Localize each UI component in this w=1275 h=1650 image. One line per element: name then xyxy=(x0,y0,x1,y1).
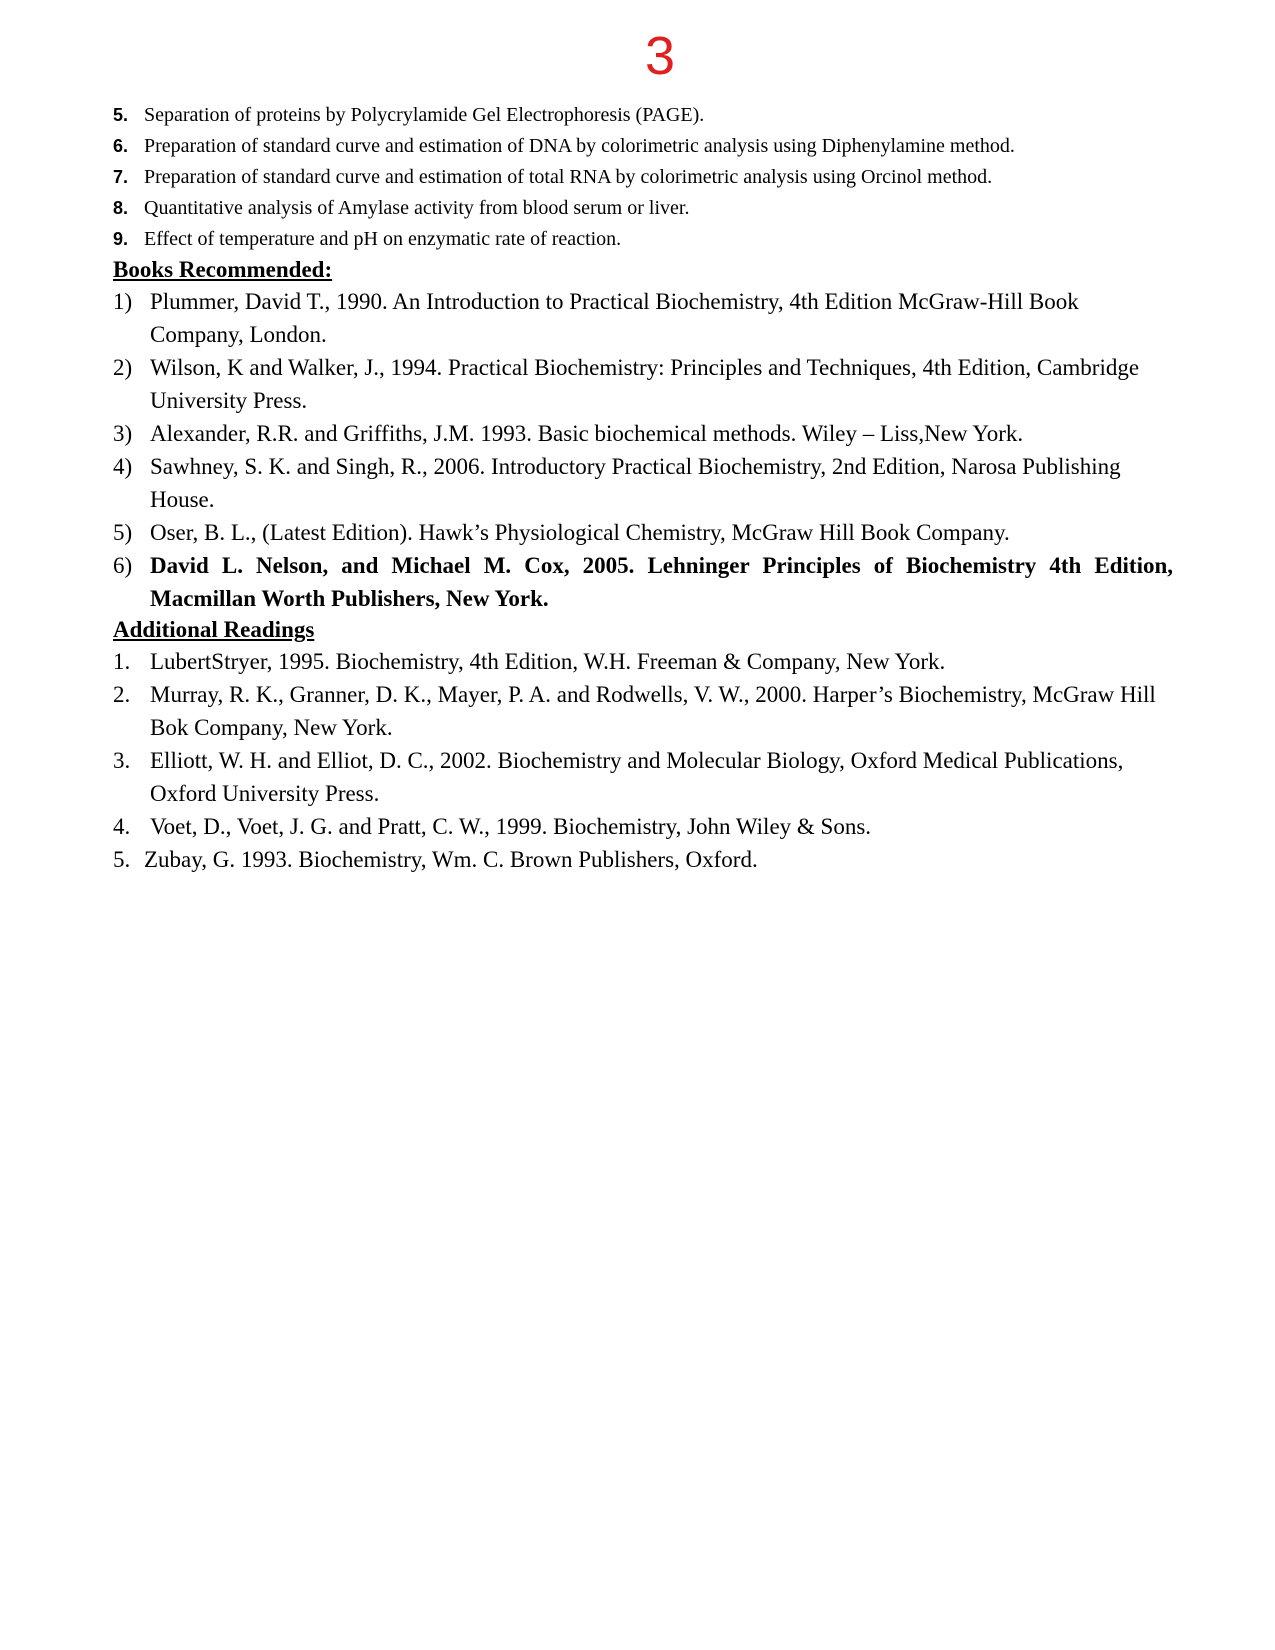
practicals-list xyxy=(113,100,1173,255)
list-item-text: Separation of proteins by Polycrylamide Gel Electrophoresis (PAGE). xyxy=(144,104,705,126)
reading-item-text: Elliott, W. H. and Elliot, D. C., 2002. Biochemistry and Molecular Biology, Oxford Medical Publications, Oxford University Press. xyxy=(150,748,1124,806)
reading-item-number: 3. xyxy=(113,748,131,773)
book-item-number: 2) xyxy=(113,355,133,380)
list-item-number: 8. xyxy=(113,198,129,218)
reading-item-text: Murray, R. K., Granner, D. K., Mayer, P. A. and Rodwells, V. W., 2000. Harper’s Biochemistry, McGraw Hill Bok Company, New York. xyxy=(150,682,1156,740)
reading-item-number: 4. xyxy=(113,814,131,839)
book-item xyxy=(113,516,1173,549)
list-item xyxy=(113,131,1173,162)
reading-item xyxy=(113,810,1173,843)
list-item xyxy=(113,100,1173,131)
books-recommended-heading: Books Recommended: xyxy=(113,257,333,282)
reading-item xyxy=(113,678,1173,744)
reading-item xyxy=(113,843,1173,876)
additional-readings-heading: Additional Readings xyxy=(113,617,315,642)
books-list xyxy=(113,285,1173,615)
list-item xyxy=(113,224,1173,255)
book-item-number: 1) xyxy=(113,289,133,314)
book-item-number: 6) xyxy=(113,553,133,578)
book-item-text: Wilson, K and Walker, J., 1994. Practical Biochemistry: Principles and Techniques, 4th Edition, Cambridge University Press. xyxy=(150,355,1140,413)
list-item-number: 6. xyxy=(113,136,129,156)
book-item xyxy=(113,351,1173,417)
reading-item xyxy=(113,645,1173,678)
reading-item-text: LubertStryer, 1995. Biochemistry, 4th Edition, W.H. Freeman & Company, New York. xyxy=(150,649,946,674)
book-item-number: 3) xyxy=(113,421,133,446)
additional-readings-list xyxy=(113,645,1173,876)
book-item xyxy=(113,450,1173,516)
book-item xyxy=(113,549,1173,615)
book-item-text: Plummer, David T., 1990. An Introduction to Practical Biochemistry, 4th Edition McGraw-Hill Book Company, London. xyxy=(150,289,1079,347)
book-item xyxy=(113,417,1173,450)
book-item-text: David L. Nelson, and Michael M. Cox, 2005. Lehninger Principles of Biochemistry 4th Edition, Macmillan Worth Publishers, New York. xyxy=(150,553,1173,611)
book-item-text: Sawhney, S. K. and Singh, R., 2006. Introductory Practical Biochemistry, 2nd Edition, Narosa Publishing House. xyxy=(150,454,1121,512)
document-body xyxy=(113,100,1173,876)
reading-item-text: Zubay, G. 1993. Biochemistry, Wm. C. Brown Publishers, Oxford. xyxy=(144,847,758,872)
reading-item-number: 2. xyxy=(113,682,131,707)
reading-item xyxy=(113,744,1173,810)
reading-item-number: 1. xyxy=(113,649,131,674)
list-item-text: Effect of temperature and pH on enzymatic rate of reaction. xyxy=(144,228,622,250)
list-item-number: 5. xyxy=(113,105,129,125)
list-item-text: Preparation of standard curve and estimation of total RNA by colorimetric analysis using Orcinol method. xyxy=(144,166,993,188)
book-item-text: Oser, B. L., (Latest Edition). Hawk’s Physiological Chemistry, McGraw Hill Book Company. xyxy=(150,520,1010,545)
book-item-number: 4) xyxy=(113,454,133,479)
reading-item-number: 5. xyxy=(113,847,131,872)
book-item-text: Alexander, R.R. and Griffiths, J.M. 1993. Basic biochemical methods. Wiley – Liss,New York. xyxy=(150,421,1024,446)
list-item xyxy=(113,193,1173,224)
list-item xyxy=(113,162,1173,193)
list-item-text: Quantitative analysis of Amylase activity from blood serum or liver. xyxy=(144,197,690,219)
page-number: 3 xyxy=(644,26,676,86)
book-item-number: 5) xyxy=(113,520,133,545)
list-item-text: Preparation of standard curve and estimation of DNA by colorimetric analysis using Diphenylamine method. xyxy=(144,135,1015,157)
reading-item-text: Voet, D., Voet, J. G. and Pratt, C. W., 1999. Biochemistry, John Wiley & Sons. xyxy=(150,814,872,839)
list-item-number: 9. xyxy=(113,229,129,249)
list-item-number: 7. xyxy=(113,167,129,187)
book-item xyxy=(113,285,1173,351)
